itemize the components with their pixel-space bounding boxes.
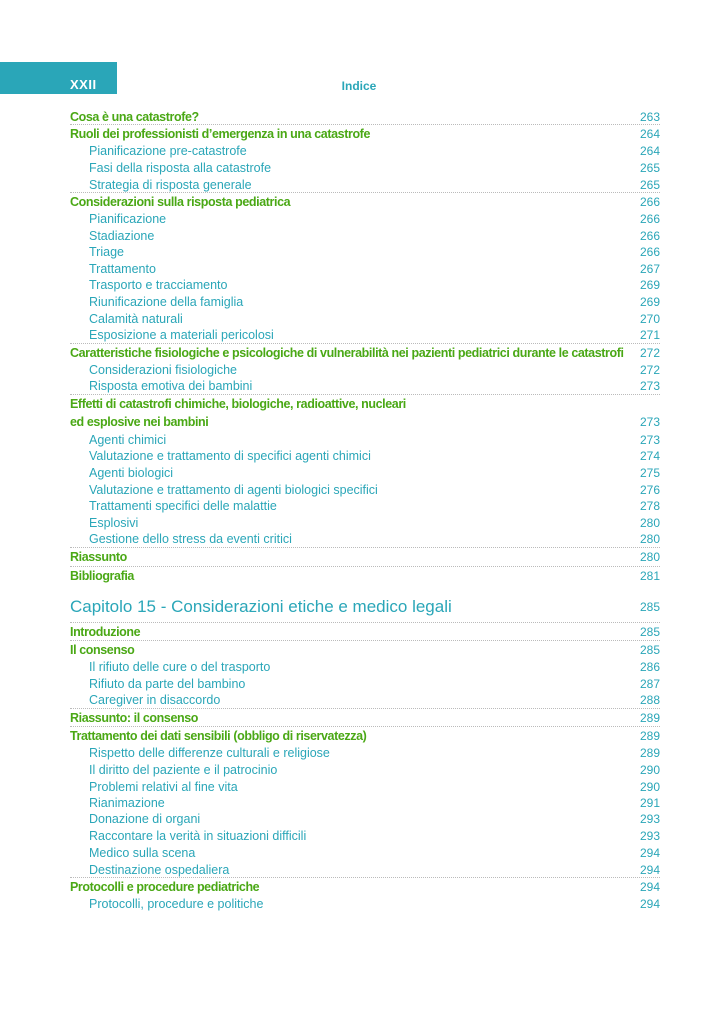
toc-entry-page: 272 [639,363,660,377]
toc-entry-title: Agenti biologici [89,466,174,480]
toc-subsection-entry[interactable] [70,745,660,761]
toc-section-entry[interactable] [70,396,660,412]
toc-entry-title: ed esplosive nei bambini [70,415,209,429]
toc-entry-page: 289 [639,711,660,725]
toc-entry-page: 288 [639,693,660,707]
toc-entry-title: Riassunto: il consenso [70,711,199,725]
section-divider [70,640,660,641]
toc-entry-page: 291 [639,796,660,810]
toc-entry-title: Risposta emotiva dei bambini [89,379,253,393]
toc-entry-page: 293 [639,812,660,826]
toc-entry-title: Stadiazione [89,229,155,243]
toc-entry-page: 271 [639,328,660,342]
toc-entry-title: Considerazioni fisiologiche [89,363,237,377]
toc-section-entry[interactable] [70,126,660,142]
toc-section-entry[interactable] [70,624,660,640]
toc-entry-title: Trattamento [89,262,156,276]
toc-entry-page: 264 [639,144,660,158]
toc-entry-page: 276 [639,483,660,497]
toc-entry-title: Valutazione e trattamento di specifici agenti chimici [89,449,371,463]
toc-entry-title: Rifiuto da parte del bambino [89,677,246,691]
section-divider [70,566,660,567]
toc-subsection-entry[interactable] [70,795,660,811]
toc-subsection-entry[interactable] [70,896,660,912]
toc-entry-title: Trasporto e tracciamento [89,278,228,292]
toc-entry-page: 272 [639,346,660,360]
toc-subsection-entry[interactable] [70,448,660,464]
toc-entry-title: Donazione di organi [89,812,201,826]
toc-entry-title: Il diritto del paziente e il patrocinio [89,763,278,777]
toc-subsection-entry[interactable] [70,515,660,531]
toc-entry-title: Agenti chimici [89,433,167,447]
toc-entry-page: 273 [639,379,660,393]
toc-entry-title: Esposizione a materiali pericolosi [89,328,274,342]
toc-entry-page: 266 [639,212,660,226]
toc-subsection-entry[interactable] [70,676,660,692]
toc-entry-page: 270 [639,312,660,326]
toc-entry-title: Gestione dello stress da eventi critici [89,532,292,546]
toc-entry-page: 273 [639,433,660,447]
toc-entry-page: 280 [639,532,660,546]
toc-entry-page: 294 [639,880,660,894]
toc-subsection-entry[interactable] [70,211,660,227]
toc-entry-title: Caregiver in disaccordo [89,693,221,707]
toc-entry-page: 290 [639,780,660,794]
toc-entry-page: 267 [639,262,660,276]
toc-section-entry[interactable] [70,642,660,658]
toc-subsection-entry[interactable] [70,692,660,708]
toc-entry-page: 287 [639,677,660,691]
toc-section-entry[interactable] [70,728,660,744]
section-divider [70,726,660,727]
toc-entry-page: 266 [639,229,660,243]
section-divider [70,547,660,548]
toc-subsection-entry[interactable] [70,378,660,394]
toc-entry-page: 274 [639,449,660,463]
toc-section-entry[interactable] [70,710,660,726]
toc-entry-page: 265 [639,178,660,192]
toc-entry-page: 280 [639,516,660,530]
toc-entry-page: 269 [639,295,660,309]
toc-subsection-entry[interactable] [70,311,660,327]
toc-entry-page: 294 [639,897,660,911]
toc-entry-page: 289 [639,729,660,743]
toc-entry-page: 294 [639,846,660,860]
toc-entry-page: 275 [639,466,660,480]
page-number: XXII [70,77,97,92]
toc-entry-page: 285 [639,643,660,657]
toc-subsection-entry[interactable] [70,779,660,795]
toc-entry-title: Calamità naturali [89,312,183,326]
toc-subsection-entry[interactable] [70,811,660,827]
toc-entry-title: Caratteristiche fisiologiche e psicologiche di vulnerabilità nei pazienti pediatrici durante le catastrofi [70,346,624,360]
toc-entry-title: Introduzione [70,625,141,639]
toc-subsection-entry[interactable] [70,228,660,244]
toc-subsection-entry[interactable] [70,432,660,448]
section-divider [70,343,660,344]
toc-entry-title: Pianificazione pre-catastrofe [89,144,247,158]
toc-subsection-entry[interactable] [70,862,660,878]
toc-section-entry[interactable] [70,345,660,361]
toc-entry-page: 289 [639,746,660,760]
toc-entry-page: 286 [639,660,660,674]
toc-entry-title: Capitolo 15 - Considerazioni etiche e medico legali [70,597,452,616]
toc-section-entry[interactable] [70,194,660,210]
section-divider [70,708,660,709]
toc-entry-page: 265 [639,161,660,175]
toc-entry-title: Riassunto [70,550,127,564]
toc-subsection-entry[interactable] [70,294,660,310]
toc-entry-title: Problemi relativi al fine vita [89,780,238,794]
running-title: Indice [341,79,377,93]
toc-entry-title: Esplosivi [89,516,139,530]
toc-section-entry[interactable] [70,568,660,584]
toc-entry-title: Trattamenti specifici delle malattie [89,499,277,513]
section-divider [70,394,660,395]
toc-section-entry[interactable] [70,109,660,125]
toc-entry-title: Rispetto delle differenze culturali e religiose [89,746,330,760]
toc-subsection-entry[interactable] [70,531,660,547]
toc-subsection-entry[interactable] [70,498,660,514]
toc-entry-page: 273 [639,415,660,429]
toc-entry-page: 266 [639,195,660,209]
toc-entry-title: Medico sulla scena [89,846,196,860]
toc-subsection-entry[interactable] [70,177,660,193]
toc-entry-title: Il consenso [70,643,135,657]
toc-entry-page: 281 [639,569,660,583]
toc-entry-page: 280 [639,550,660,564]
toc-entry-title: Raccontare la verità in situazioni difficili [89,829,307,843]
toc-subsection-entry[interactable] [70,327,660,343]
toc-entry-page: 293 [639,829,660,843]
toc-subsection-entry[interactable] [70,362,660,378]
toc-entry-page: 290 [639,763,660,777]
toc-entry-title: Effetti di catastrofi chimiche, biologiche, radioattive, nucleari [70,397,406,411]
toc-entry-title: Riunificazione della famiglia [89,295,244,309]
toc-entry-page: 264 [639,127,660,141]
toc-subsection-entry[interactable] [70,261,660,277]
toc-entry-title: Valutazione e trattamento di agenti biologici specifici [89,483,378,497]
toc-entry-page: 266 [639,245,660,259]
toc-section-entry[interactable] [70,549,660,565]
toc-subsection-entry[interactable] [70,465,660,481]
toc-entry-page: 285 [639,625,660,639]
toc-entry-title: Triage [89,245,124,259]
toc-entry-title: Rianimazione [89,796,165,810]
toc-section-entry[interactable] [70,414,660,430]
toc-entry-title: Cosa è una catastrofe? [70,110,199,124]
toc-entry-page: 269 [639,278,660,292]
section-divider [70,622,660,623]
toc-entry-page: 278 [639,499,660,513]
toc-entry-title: Fasi della risposta alla catastrofe [89,161,272,175]
toc-entry-title: Trattamento dei dati sensibili (obbligo di riservatezza) [70,729,367,743]
toc-entry-title: Destinazione ospedaliera [89,863,230,877]
toc-entry-page: 294 [639,863,660,877]
toc-entry-title: Bibliografia [70,569,134,583]
toc-subsection-entry[interactable] [70,482,660,498]
toc-entry-title: Strategia di risposta generale [89,178,252,192]
toc-entry-title: Pianificazione [89,212,167,226]
toc-subsection-entry[interactable] [70,762,660,778]
toc-entry-title: Ruoli dei professionisti d’emergenza in una catastrofe [70,127,370,141]
toc-entry-page: 263 [639,110,660,124]
toc-chapter-heading[interactable] [70,596,660,618]
toc-subsection-entry[interactable] [70,277,660,293]
toc-subsection-entry[interactable] [70,828,660,844]
toc-subsection-entry[interactable] [70,659,660,675]
toc-section-entry[interactable] [70,879,660,895]
toc-entry-title: Protocolli e procedure pediatriche [70,880,260,894]
toc-subsection-entry[interactable] [70,845,660,861]
toc-entry-title: Il rifiuto delle cure o del trasporto [89,660,271,674]
toc-entry-title: Considerazioni sulla risposta pediatrica [70,195,291,209]
toc-entry-title: Protocolli, procedure e politiche [89,897,264,911]
toc-subsection-entry[interactable] [70,143,660,159]
toc-subsection-entry[interactable] [70,244,660,260]
toc-subsection-entry[interactable] [70,160,660,176]
toc-entry-page: 285 [639,600,660,614]
